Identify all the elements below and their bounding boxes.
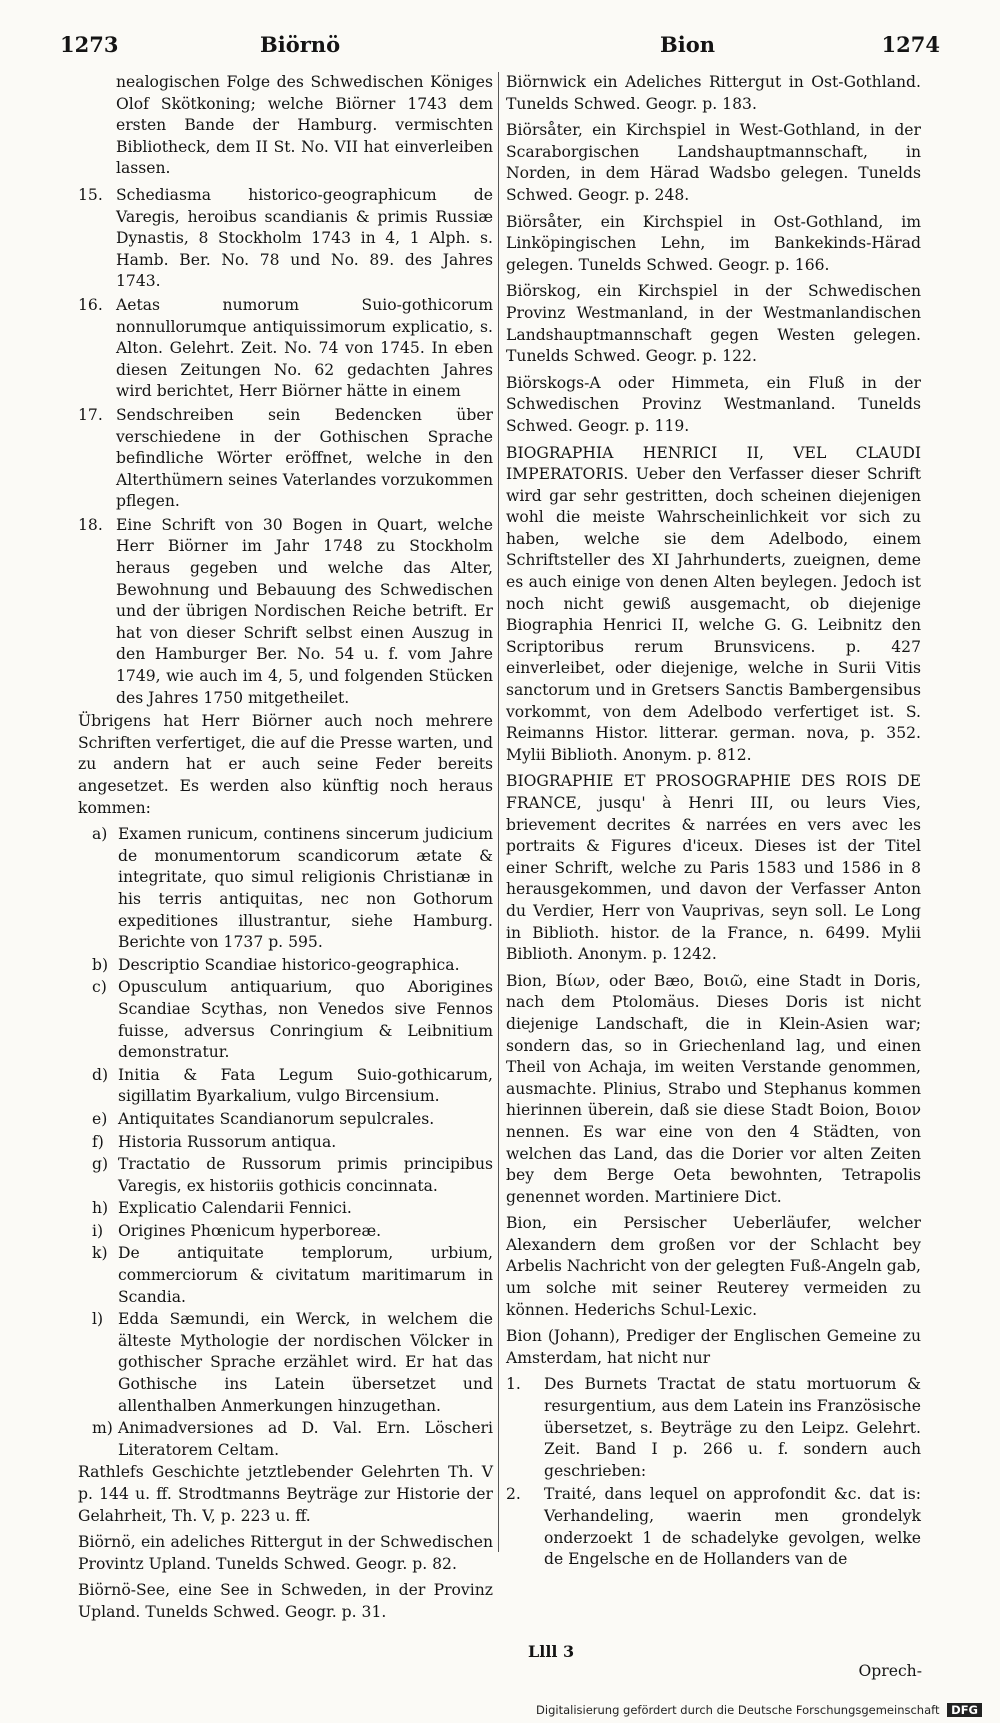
sub-item-text: Historia Russorum antiqua. <box>118 1132 337 1151</box>
left-page-number: 1273 <box>60 32 119 57</box>
sub-item-letter: a) <box>92 825 108 844</box>
entry-biorno: Biörnö, ein adeliches Rittergut in der Schwedischen Provintz Upland. Tunelds Schwed. Geogr. p. 82. <box>78 1533 493 1573</box>
sub-item <box>92 1221 493 1243</box>
item-number: 17. <box>78 405 103 424</box>
sub-item-text: Explicatio Calendarii Fennici. <box>118 1199 352 1218</box>
footer-text: Digitalisierung gefördert durch die Deutsche Forschungsgemeinschaft <box>536 1703 940 1717</box>
list-item <box>506 1484 921 1570</box>
sub-item-letter: e) <box>92 1109 108 1128</box>
sub-item-text: Origines Phœnicum hyperboreæ. <box>118 1221 382 1240</box>
sub-item <box>92 955 493 977</box>
entry-bion-stadt: Bion, Βίων, oder Bæo, Βοιῶ, eine Stadt in Doris, nach dem Ptolomäus. Dieses Doris ist nicht diejenige Landschaft, die in Klein-Asien war; sondern das, so in Griechenland lag, und einen Theil von Achaja, im weiten Verstande genommen, ausmachte. Plinius, Strabo und Stephanus kommen hierinnen überein, daß sie diese Stadt Boion, Βοιον nennen. Es war eine von den 4 Städten, von welchen das Land, das die Dorier vor alten Zeiten bey dem Berge Oeta bewohnten, Tetrapolis genennet worden. Martiniere Dict. <box>506 971 921 1206</box>
sub-item-letter: g) <box>92 1155 109 1174</box>
list-item <box>506 1374 921 1482</box>
sub-item-text: Examen runicum, continens sincerum judicium de monumentorum scandicorum ætate & integritate, quo simul religionis Christianæ in his terris antiquitas, nec non Gothorum expeditiones illustrantur, siehe Hamburg. Berichte von 1737 p. 595. <box>118 825 493 952</box>
left-running-title: Biörnö <box>260 32 341 57</box>
digitization-footer <box>536 1703 982 1717</box>
left-column <box>78 72 493 1629</box>
entry-biornwick: Biörnwick ein Adeliches Rittergut in Ost-Gothland. Tunelds Schwed. Geogr. p. 183. <box>506 73 921 113</box>
right-page-number: 1274 <box>881 32 940 57</box>
sub-item-letter: f) <box>92 1132 104 1151</box>
running-header <box>60 32 940 60</box>
entry-biorsater-ost: Biörsåter, ein Kirchspiel in Ost-Gothland, im Linköpingischen Lehn, im Bankekinds-Härad gelegen. Tunelds Schwed. Geogr. p. 166. <box>506 212 921 274</box>
sub-item-text: Opusculum antiquarium, quo Aborigines Scandiae Scythas, non Venedos sive Fennos fuisse, adversus Conringium & Leibnitium demonstratur. <box>118 978 493 1062</box>
sub-item-text: Initia & Fata Legum Suio-gothicarum, sigillatim Byarkalium, vulgo Bircensium. <box>118 1065 493 1106</box>
sub-item <box>92 977 493 1063</box>
rathlefs-reference: Rathlefs Geschichte jetztlebender Gelehrten Th. V p. 144 u. ff. Strodtmanns Beyträge zur Historie der Gelahrheit, Th. V, p. 223 u. ff. <box>78 1463 493 1525</box>
entry-biographie-rois: BIOGRAPHIE ET PROSOGRAPHIE DES ROIS DE FRANCE, jusqu' à Henri III, ou leurs Vies, brievement decrites & narrées en vers avec les portraits & Figures d'iceux. Dieses ist der Titel einer Schrift, welche zu Paris 1583 und 1586 in 8 herausgekommen, und davon der Verfasser Anton du Verdier, Herr von Vauprivas, seyn soll. Le Long in Biblioth. histor. de la France, n. 6499. Mylii Biblioth. Anonym. p. 1242. <box>506 772 921 964</box>
entry-biorskogs-a: Biörskogs-A oder Himmeta, ein Fluß in der Schwedischen Provinz Westmanland. Tunelds Schwed. Geogr. p. 119. <box>506 373 921 435</box>
sub-item <box>92 1418 493 1461</box>
sub-item <box>92 1109 493 1131</box>
planned-works-list <box>78 824 493 1461</box>
uebrigens-paragraph: Übrigens hat Herr Biörner auch noch mehrere Schriften verfertiget, die auf die Presse warten, und zu andern hat er auch seine Feder bereits angesetzet. Es werden also künftig noch heraus kommen: <box>78 712 493 817</box>
signature-mark: Llll 3 <box>528 1642 575 1661</box>
sub-item-text: De antiquitate templorum, urbium, commerciorum & civitatum maritimarum in Scandia. <box>118 1244 493 1306</box>
sub-item <box>92 1309 493 1417</box>
sub-item-letter: b) <box>92 955 109 974</box>
sub-item <box>92 1243 493 1308</box>
catchword: Oprech- <box>858 1662 922 1680</box>
item-number: 2. <box>506 1485 521 1504</box>
sub-item-text: Antiquitates Scandianorum sepulcrales. <box>118 1109 435 1128</box>
sub-item <box>92 824 493 954</box>
sub-item <box>92 1065 493 1108</box>
sub-item-text: Descriptio Scandiae historico-geographica. <box>118 955 460 974</box>
item-number: 18. <box>78 515 103 534</box>
item-text: Des Burnets Tractat de statu mortuorum & resurgentium, aus dem Latein ins Französische übersetzet, s. Beyträge zu den Leipz. Gelehrt. Zeit. Band I p. 266 u. f. sondern auch geschrieben: <box>544 1375 921 1480</box>
sub-item-text: Animadversiones ad D. Val. Ern. Löscheri Literatorem Celtam. <box>118 1419 493 1459</box>
continued-paragraph: nealogischen Folge des Schwedischen Königes Olof Skötkoning; welche Biörner 1743 dem ersten Bande der Hamburg. vermischten Bibliotheck, dem II St. No. VII hat einverleiben lassen. <box>116 73 493 178</box>
sub-item-text: Edda Sæmundi, ein Werck, in welchem die älteste Mythologie der nordischen Völcker in gothischer Sprache erzählet wird. Er hat das Gothische ins Latein übersetzet und allenthalben Anmerkungen hinzugethan. <box>118 1310 493 1415</box>
sub-item-letter: k) <box>92 1244 108 1263</box>
item-number: 1. <box>506 1375 521 1394</box>
sub-item-text: Tractatio de Russorum primis principibus Varegis, ex historiis gothicis concinnata. <box>118 1155 493 1195</box>
entry-bion-ueberlaeufer: Bion, ein Persischer Ueberläufer, welcher Alexandern dem großen vor der Schlacht bey Arbelis Nachricht von der gelegten Fuß-Angeln gab, um solche mit seiner Reuterey vermeiden zu können. Hederichs Schul-Lexic. <box>506 1214 922 1319</box>
sub-item-letter: c) <box>92 978 107 997</box>
sub-item-letter: l) <box>92 1310 104 1329</box>
entry-bion-johann: Bion (Johann), Prediger der Englischen Gemeine zu Amsterdam, hat nicht nur <box>506 1327 921 1367</box>
entry-biographia-henrici: BIOGRAPHIA HENRICI II, VEL CLAUDI IMPERATORIS. Ueber den Verfasser dieser Schrift wird gar sehr gestritten, doch scheinen diejenigen wohl die meiste Wahrscheinlichkeit vor sich zu haben, welche sie dem Adelbodo, einem Schriftsteller des XI Jahrhunderts, zueignen, deme es auch einige von denen Alten beylegen. Jedoch ist noch nicht gewiß ausgemacht, ob diejenige Biographia Henrici II, welche G. G. Leibnitz den Scriptoribus rerum Brunsvicens. p. 427 einverleibet, oder diejenige, welche in Surii Vitis sanctorum und in Gretsers Sanctis Bambergensibus vorkommt, von dem Adelbodo verfertiget ist. S. Reimanns Histor. litterar. german. nova, p. 352. Mylii Biblioth. Anonym. p. 812. <box>506 443 921 764</box>
item-text: Schediasma historico-geographicum de Varegis, heroibus scandianis & primis Russiæ Dynastis, 8 Stockholm 1743 in 4, 1 Alph. s. Hamb. Ber. No. 78 und No. 89. des Jahres 1743. <box>116 185 493 291</box>
item-number: 15. <box>78 185 103 204</box>
entry-biorno-see: Biörnö-See, eine See in Schweden, in der Provinz Upland. Tunelds Schwed. Geogr. p. 31. <box>78 1581 493 1621</box>
right-column <box>506 72 921 1573</box>
item-number: 16. <box>78 295 103 314</box>
list-item <box>78 295 493 403</box>
entry-biorskog: Biörskog, ein Kirchspiel in der Schwedischen Provinz Westmanland, in der Westmanlandischen Landshauptmannschaft gegen Westen gelegen. Tunelds Schwed. Geogr. p. 122. <box>506 282 921 366</box>
column-divider <box>498 72 499 1552</box>
sub-item-letter: h) <box>92 1199 109 1218</box>
dfg-logo: DFG <box>947 1703 982 1717</box>
sub-item <box>92 1198 493 1220</box>
sub-item <box>92 1154 493 1197</box>
right-running-title: Bion <box>660 32 716 57</box>
item-text: Aetas numorum Suio-gothicorum nonnullorumque antiquissimorum explicatio, s. Alton. Gelehrt. Zeit. No. 74 von 1745. In eben diesen Zeitungen No. 62 gedachten Jahres wird berichtet, Herr Biörner hätte in einem <box>116 295 493 401</box>
list-item <box>78 515 493 709</box>
item-text: Traité, dans lequel on approfondit &c. dat is: Verhandeling, waerin men grondelyk onderzoekt 1 de schadelyke gevolgen, welke de Engelsche en de Hollanders van de <box>544 1485 921 1569</box>
sub-item <box>92 1132 493 1154</box>
item-text: Sendschreiben sein Bedencken über verschiedene in der Gothischen Sprache befindliche Wörter eröffnet, welche in den Alterthümern seines Vaterlandes vorzukommen pflegen. <box>116 405 493 511</box>
list-item <box>78 405 493 513</box>
item-text: Eine Schrift von 30 Bogen in Quart, welche Herr Biörner im Jahr 1748 zu Stockholm heraus gegeben und welche das Alter, Bewohnung und Bebauung des Schwedischen und der übrigen Nordischen Reiche betrift. Er hat von dieser Schrift selbst einen Auszug in den Hamburger Ber. No. 54 u. f. vom Jahre 1749, wie auch im 4, 5, und folgenden Stücken des Jahres 1750 mitgetheilet. <box>116 515 493 707</box>
sub-item-letter: d) <box>92 1065 109 1084</box>
sub-item-letter: m) <box>92 1419 113 1438</box>
sub-item-letter: i) <box>92 1221 104 1240</box>
entry-biorsater-west: Biörsåter, ein Kirchspiel in West-Gothland, in der Scaraborgischen Landshauptmannschaft, in Norden, in dem Härad Wadsbo gelegen. Tunelds Schwed. Geogr. p. 248. <box>506 121 921 204</box>
list-item <box>78 185 493 293</box>
